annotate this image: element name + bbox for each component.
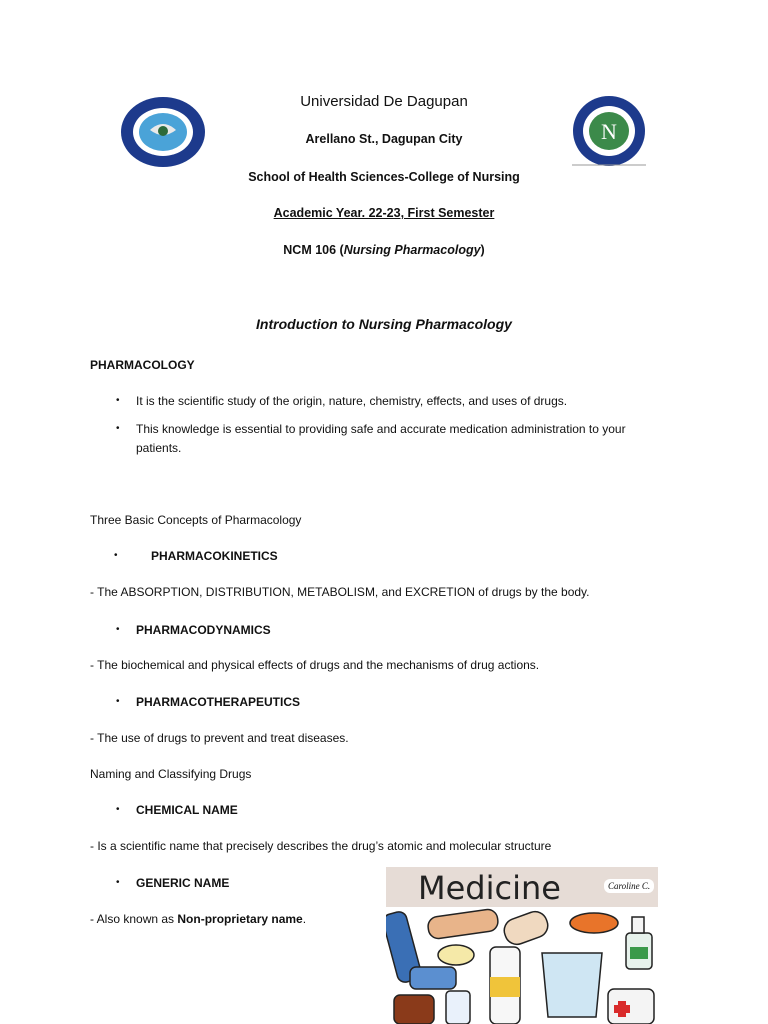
- pharmacotherapeutics-desc: - The use of drugs to prevent and treat diseases.: [90, 731, 349, 745]
- svg-text:N: N: [601, 119, 617, 144]
- section-heading-pharmacology: PHARMACOLOGY: [90, 358, 195, 372]
- section-heading-concepts: Three Basic Concepts of Pharmacology: [90, 513, 302, 527]
- document-title: Introduction to Nursing Pharmacology: [256, 316, 512, 332]
- medicine-illustration: [386, 867, 658, 1024]
- illustration-title: Medicine: [418, 869, 561, 907]
- academic-year: Academic Year. 22-23, First Semester: [273, 206, 495, 220]
- chemical-name-heading: CHEMICAL NAME: [136, 803, 238, 817]
- bullet: •: [114, 550, 118, 561]
- bullet: •: [116, 877, 120, 888]
- concept-pharmacokinetics: PHARMACOKINETICS: [151, 549, 278, 563]
- school-name: School of Health Sciences-College of Nursing: [248, 170, 520, 184]
- bullet: •: [116, 423, 120, 434]
- medicine-items-drawing: [386, 907, 658, 1024]
- bullet: •: [116, 624, 120, 635]
- section-heading-naming: Naming and Classifying Drugs: [90, 767, 252, 781]
- capsule-icon: [570, 913, 618, 933]
- medicine-bottle-icon: [394, 991, 470, 1024]
- first-aid-box-icon: [608, 989, 654, 1024]
- university-name: Universidad De Dagupan: [300, 93, 468, 110]
- definition-text: It is the scientific study of the origin, nature, chemistry, effects, and uses of drugs.: [136, 394, 568, 408]
- bullet: •: [116, 804, 120, 815]
- generic-name-heading: GENERIC NAME: [136, 876, 230, 890]
- pharmacodynamics-desc: - The biochemical and physical effects of drugs and the mechanisms of drug actions.: [90, 658, 540, 672]
- university-address: Arellano St., Dagupan City: [305, 132, 463, 146]
- gauze-roll-icon: [501, 908, 551, 947]
- nasal-spray-icon: [490, 947, 520, 1024]
- course-title: NCM 106 (Nursing Pharmacology): [283, 243, 485, 257]
- pharmacokinetics-desc: - The ABSORPTION, DISTRIBUTION, METABOLISM, and EXCRETION of drugs by the body.: [90, 585, 590, 599]
- illustrator-signature: Caroline C.: [604, 879, 654, 893]
- concept-pharmacodynamics: PHARMACODYNAMICS: [136, 623, 271, 637]
- bandage-icon: [427, 908, 499, 940]
- bullet: •: [116, 395, 120, 406]
- concept-pharmacotherapeutics: PHARMACOTHERAPEUTICS: [136, 695, 301, 709]
- glass-of-water-icon: [542, 953, 602, 1017]
- chemical-name-desc: - Is a scientific name that precisely describes the drug’s atomic and molecular structure: [90, 839, 552, 853]
- importance-text-cont: patients.: [136, 441, 182, 455]
- dropper-bottle-icon: [626, 917, 652, 969]
- importance-text: This knowledge is essential to providing safe and accurate medication administration to your: [136, 422, 626, 436]
- pill-icon: [438, 945, 474, 965]
- generic-name-desc: - Also known as Non-proprietary name.: [90, 912, 307, 926]
- bullet: •: [116, 696, 120, 707]
